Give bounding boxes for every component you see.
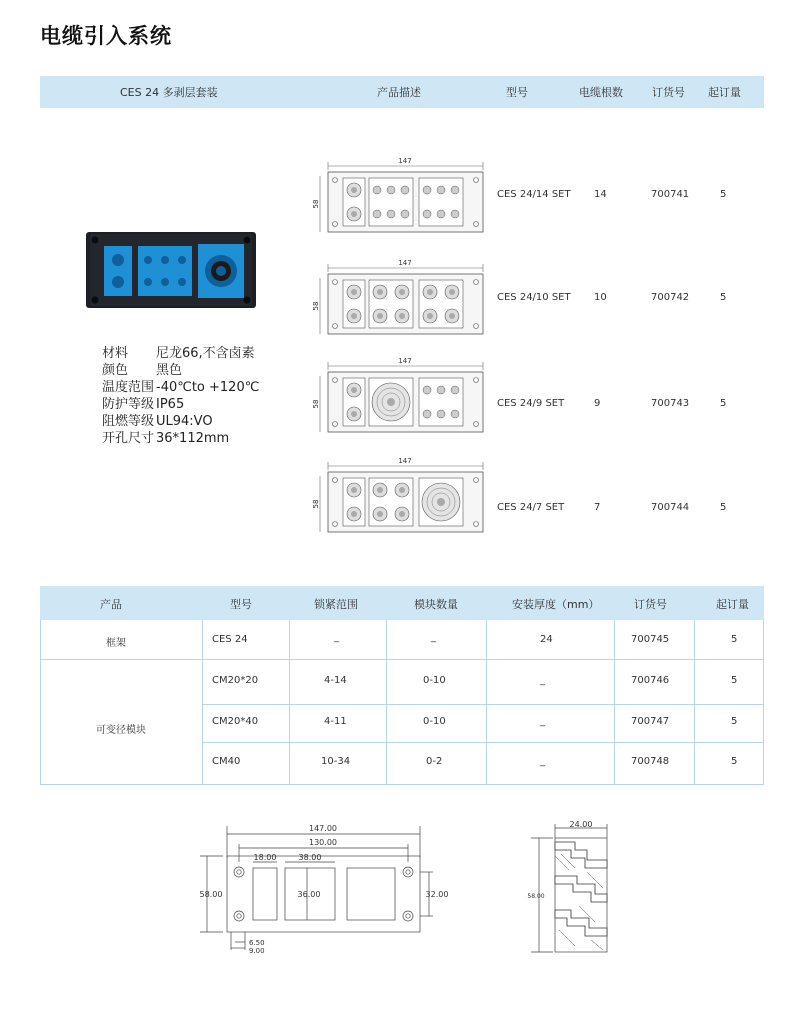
dim-130: 130.00 bbox=[309, 838, 337, 847]
dim-height: 58 bbox=[312, 301, 320, 311]
dim-18: 18.00 bbox=[253, 853, 277, 862]
dim-147: 147.00 bbox=[309, 824, 337, 833]
frame-product: 框架 bbox=[106, 638, 126, 649]
header-model: 型号 bbox=[506, 86, 528, 99]
dim-9: 9.00 bbox=[249, 947, 265, 955]
side-view-drawing bbox=[525, 820, 615, 960]
front-view-drawing bbox=[195, 822, 460, 957]
row4-order-no: 700744 bbox=[651, 502, 690, 513]
spec-temperature: 温度范围 -40℃to +120℃ bbox=[102, 380, 260, 395]
col-clamp-range: 锁紧范围 bbox=[314, 598, 358, 611]
dim-58: 58.00 bbox=[199, 890, 223, 899]
dim-width: 147 bbox=[398, 259, 412, 267]
drawing-ces24-14 bbox=[308, 156, 493, 236]
row1-model: CES 24/14 SET bbox=[497, 189, 571, 200]
module3-order-no: 700748 bbox=[631, 756, 670, 767]
spec-material: 材料 尼龙66,不含卤素 bbox=[102, 346, 255, 361]
dim-36: 36.00 bbox=[297, 890, 321, 899]
module1-model: CM20*20 bbox=[212, 675, 259, 686]
frame-module-qty: _ bbox=[431, 632, 436, 643]
header-order-no: 订货号 bbox=[652, 86, 685, 99]
module1-module-qty: 0-10 bbox=[423, 675, 446, 686]
spec-cutout: 开孔尺寸 36*112mm bbox=[102, 431, 230, 446]
row3-cable-count: 9 bbox=[594, 398, 601, 409]
bottom-table-header bbox=[40, 586, 764, 620]
frame-moq: 5 bbox=[731, 634, 738, 645]
dim-width: 147 bbox=[398, 157, 412, 165]
product-photo bbox=[86, 232, 256, 308]
col-moq: 起订量 bbox=[716, 598, 749, 611]
dim-38: 38.00 bbox=[298, 853, 322, 862]
dim-32: 32.00 bbox=[425, 890, 449, 899]
module1-thickness: _ bbox=[540, 675, 545, 686]
drawing-ces24-10 bbox=[308, 258, 493, 338]
bottom-table-body bbox=[40, 620, 764, 785]
col-thickness: 安装厚度（mm） bbox=[512, 598, 600, 611]
module3-moq: 5 bbox=[731, 756, 738, 767]
module1-order-no: 700746 bbox=[631, 675, 670, 686]
module2-thickness: _ bbox=[540, 716, 545, 727]
row3-moq: 5 bbox=[720, 398, 727, 409]
col-module-qty: 模块数量 bbox=[414, 598, 458, 611]
frame-thickness: 24 bbox=[540, 634, 553, 645]
spec-list bbox=[102, 345, 259, 447]
dim-width: 147 bbox=[398, 357, 412, 365]
dim-58-side: 58.00 bbox=[527, 893, 545, 900]
dim-24: 24.00 bbox=[569, 820, 593, 829]
module3-thickness: _ bbox=[540, 756, 545, 767]
row3-order-no: 700743 bbox=[651, 398, 690, 409]
col-order-no: 订货号 bbox=[634, 598, 667, 611]
dim-width: 147 bbox=[398, 457, 412, 465]
row2-order-no: 700742 bbox=[651, 292, 690, 303]
spec-color: 颜色 黑色 bbox=[102, 363, 183, 378]
row2-cable-count: 10 bbox=[594, 292, 607, 303]
module2-order-no: 700747 bbox=[631, 716, 670, 727]
dim-height: 58 bbox=[312, 499, 320, 509]
row4-moq: 5 bbox=[720, 502, 727, 513]
col-model: 型号 bbox=[230, 598, 252, 611]
module2-moq: 5 bbox=[731, 716, 738, 727]
module3-clamp-range: 10-34 bbox=[321, 756, 351, 767]
row1-order-no: 700741 bbox=[651, 189, 690, 200]
row1-moq: 5 bbox=[720, 189, 727, 200]
module3-model: CM40 bbox=[212, 756, 241, 767]
header-cable-count: 电缆根数 bbox=[579, 86, 623, 99]
row3-model: CES 24/9 SET bbox=[497, 398, 565, 409]
header-description: 产品描述 bbox=[377, 86, 421, 99]
top-table-header bbox=[40, 76, 764, 108]
drawing-ces24-7 bbox=[308, 456, 493, 536]
module3-module-qty: 0-2 bbox=[426, 756, 443, 767]
module2-clamp-range: 4-11 bbox=[324, 716, 347, 727]
module1-clamp-range: 4-14 bbox=[324, 675, 347, 686]
frame-order-no: 700745 bbox=[631, 634, 670, 645]
dim-height: 58 bbox=[312, 199, 320, 209]
row2-moq: 5 bbox=[720, 292, 727, 303]
row4-model: CES 24/7 SET bbox=[497, 502, 565, 513]
spec-flame-rating: 阻燃等级 UL94:VO bbox=[102, 414, 213, 429]
module-group-label: 可变径模块 bbox=[96, 725, 146, 736]
drawing-ces24-9 bbox=[308, 356, 493, 436]
row2-model: CES 24/10 SET bbox=[497, 292, 571, 303]
row1-cable-count: 14 bbox=[594, 189, 607, 200]
frame-model: CES 24 bbox=[212, 634, 248, 645]
dim-6-5: 6.50 bbox=[249, 939, 265, 947]
header-moq: 起订量 bbox=[708, 86, 741, 99]
header-series: CES 24 多剥层套装 bbox=[120, 86, 218, 99]
row4-cable-count: 7 bbox=[594, 502, 601, 513]
frame-clamp-range: _ bbox=[334, 632, 339, 643]
module2-module-qty: 0-10 bbox=[423, 716, 446, 727]
spec-protection: 防护等级 IP65 bbox=[102, 397, 185, 412]
module1-moq: 5 bbox=[731, 675, 738, 686]
col-product: 产品 bbox=[100, 598, 122, 611]
module2-model: CM20*40 bbox=[212, 716, 259, 727]
page-title: 电缆引入系统 bbox=[40, 24, 172, 48]
dim-height: 58 bbox=[312, 399, 320, 409]
